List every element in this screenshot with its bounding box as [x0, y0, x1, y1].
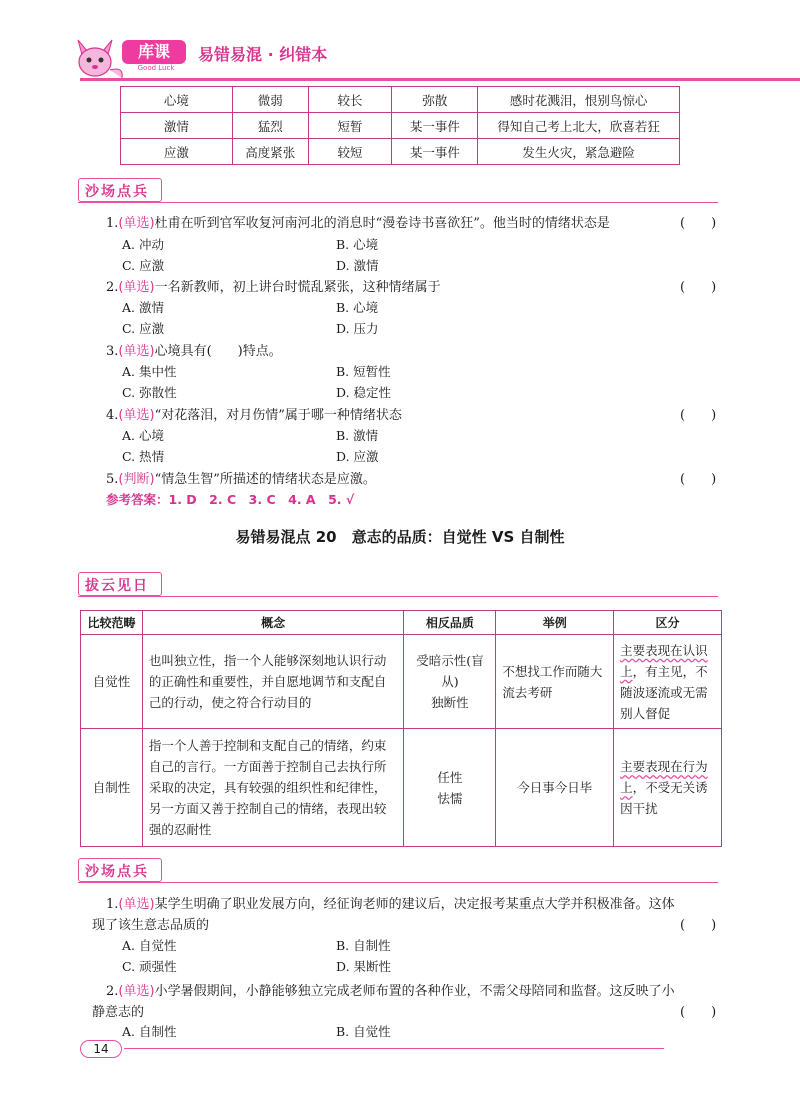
question-5: 5.(判断)“情急生智”所描述的情绪状态是应激。 — [106, 472, 376, 487]
table-cell: 得知自己考上北大，欣喜若狂 — [478, 113, 680, 139]
section-rule — [78, 882, 718, 883]
option-a: A. 冲动 — [122, 237, 164, 252]
section-label-practice: 沙场点兵 — [78, 178, 162, 202]
table-cell: 应激 — [121, 139, 233, 165]
option-a: A. 自制性 — [122, 1024, 177, 1039]
table-row — [121, 139, 680, 165]
table-cell: 激情 — [121, 113, 233, 139]
option-a: A. 集中性 — [122, 364, 177, 379]
table-header-row — [81, 611, 722, 635]
option-b: B. 心境 — [336, 237, 379, 252]
column-header: 概念 — [142, 611, 404, 635]
column-header: 区分 — [614, 611, 722, 635]
question-2-1-cont: 现了该生意志品质的 — [92, 918, 210, 933]
table-cell: 自制性 — [81, 729, 143, 847]
page-header — [70, 36, 790, 80]
column-header: 比较范畴 — [81, 611, 143, 635]
option-b: B. 短暂性 — [336, 364, 391, 379]
option-d: D. 稳定性 — [336, 385, 392, 400]
table-cell: 也叫独立性，指一个人能够深刻地认识行动的正确性和重要性，并自愿地调节和支配自己的行动，使之符合行动目的 — [142, 635, 404, 729]
option-c: C. 顽强性 — [122, 959, 177, 974]
option-c: C. 热情 — [122, 449, 165, 464]
column-header: 举例 — [496, 611, 614, 635]
fox-mascot-icon — [70, 36, 130, 80]
table-cell: 高度紧张 — [232, 139, 308, 165]
table-row — [121, 87, 680, 113]
option-c: C. 弥散性 — [122, 385, 177, 400]
table-cell: 不想找工作而随大流去考研 — [496, 635, 614, 729]
table-cell: 短暂 — [308, 113, 392, 139]
section-label-insight: 拔云见日 — [78, 572, 162, 596]
section-label-practice-2: 沙场点兵 — [78, 858, 162, 882]
table-cell: 较长 — [308, 87, 392, 113]
answer-key: 参考答案：1. D 2. C 3. C 4. A 5. √ — [106, 492, 355, 507]
answer-blank: ( ) — [680, 408, 717, 423]
book-title: 易错易混 · 纠错本 — [198, 45, 328, 64]
header-rule — [80, 78, 800, 81]
section-rule — [78, 202, 718, 203]
option-c: C. 应激 — [122, 321, 165, 336]
question-4: 4.(单选)“对花落泪，对月伤情”属于哪一种情绪状态 — [106, 408, 402, 423]
column-header: 相反品质 — [404, 611, 496, 635]
question-2: 2.(单选)一名新教师，初上讲台时慌乱紧张，这种情绪属于 — [106, 280, 441, 295]
table-cell: 任性 怯懦 — [404, 729, 496, 847]
answer-blank: ( ) — [680, 280, 717, 295]
brand-subtitle: Good Luck — [137, 64, 175, 72]
option-b: B. 心境 — [336, 300, 379, 315]
table-cell: 自觉性 — [81, 635, 143, 729]
table-cell: 受暗示性(盲从) 独断性 — [404, 635, 496, 729]
table-cell: 感时花溅泪，恨别鸟惊心 — [478, 87, 680, 113]
footer-rule — [124, 1048, 664, 1049]
table-cell: 弥散 — [392, 87, 478, 113]
answer-blank: ( ) — [680, 1005, 717, 1020]
option-b: B. 激情 — [336, 428, 379, 443]
table-cell: 发生火灾，紧急避险 — [478, 139, 680, 165]
answer-blank: ( ) — [680, 472, 717, 487]
table-cell: 今日事今日毕 — [496, 729, 614, 847]
page-number: 14 — [80, 1040, 122, 1058]
section-rule — [78, 596, 718, 597]
option-b: B. 自觉性 — [336, 1024, 391, 1039]
question-1: 1.(单选)杜甫在听到官军收复河南河北的消息时“漫卷诗书喜欲狂”。他当时的情绪状态是 — [106, 216, 610, 231]
table-cell: 指一个人善于控制和支配自己的情绪，约束自己的言行。一方面善于控制自己去执行所采取的决定，具有较强的组织性和纪律性，另一方面又善于控制自己的情绪，表现出较强的忍耐性 — [142, 729, 404, 847]
table-cell: 主要表现在认识上，有主见，不随波逐流或无需别人督促 — [614, 635, 722, 729]
table-cell: 较短 — [308, 139, 392, 165]
point-title: 易错易混点 20 意志的品质：自觉性 VS 自制性 — [235, 528, 565, 546]
table-cell: 心境 — [121, 87, 233, 113]
question-3: 3.(单选)心境具有( )特点。 — [106, 344, 282, 359]
option-d: D. 果断性 — [336, 959, 392, 974]
table-row — [81, 635, 722, 729]
option-d: D. 应激 — [336, 449, 379, 464]
question-2-2-cont: 静意志的 — [92, 1005, 145, 1020]
option-d: D. 激情 — [336, 258, 379, 273]
option-d: D. 压力 — [336, 321, 379, 336]
question-2-2: 2.(单选)小学暑假期间，小静能够独立完成老师布置的各种作业，不需父母陪同和监督。这反映了小 — [106, 984, 675, 999]
table-cell: 猛烈 — [232, 113, 308, 139]
question-2-1: 1.(单选)某学生明确了职业发展方向，经征询老师的建议后，决定报考某重点大学并积极准备。这体 — [106, 897, 675, 912]
table-cell: 主要表现在行为上，不受无关诱因干扰 — [614, 729, 722, 847]
option-b: B. 自制性 — [336, 938, 391, 953]
will-quality-table — [80, 610, 722, 847]
table-row — [121, 113, 680, 139]
table-cell: 某一事件 — [392, 113, 478, 139]
brand-logo: 库课 — [122, 40, 186, 64]
answer-blank: ( ) — [680, 216, 717, 231]
option-a: A. 心境 — [122, 428, 164, 443]
option-c: C. 应激 — [122, 258, 165, 273]
table-row — [81, 729, 722, 847]
table-cell: 某一事件 — [392, 139, 478, 165]
option-a: A. 自觉性 — [122, 938, 177, 953]
answer-blank: ( ) — [680, 918, 717, 933]
option-a: A. 激情 — [122, 300, 164, 315]
emotion-state-table — [120, 86, 680, 165]
table-cell: 微弱 — [232, 87, 308, 113]
